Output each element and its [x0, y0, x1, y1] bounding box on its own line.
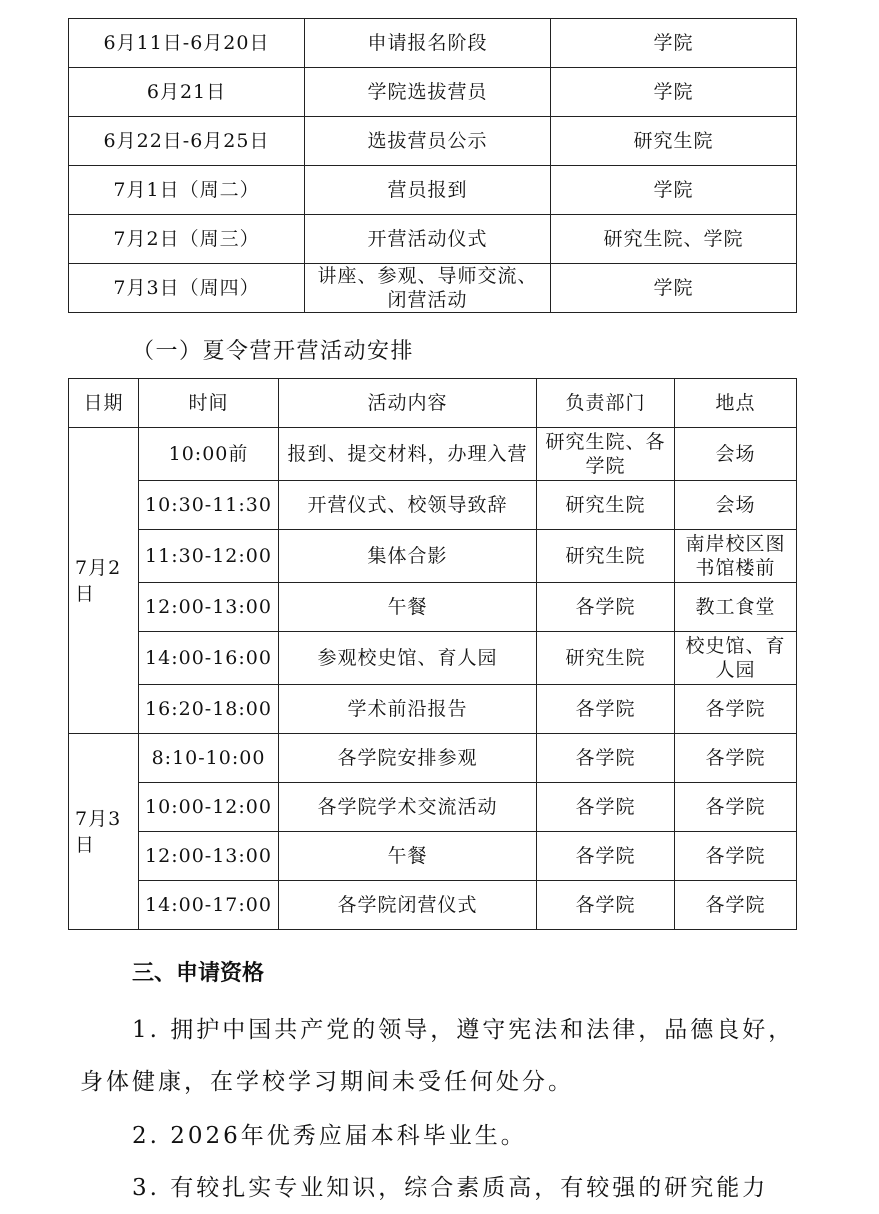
schedule-org: 研究生院、学院: [551, 215, 797, 264]
activity-place: 会场: [675, 428, 797, 481]
requirement-number: 3.: [132, 1175, 160, 1201]
activity-time: 10:00-12:00: [139, 783, 279, 832]
activity-place: 各学院: [675, 881, 797, 930]
schedule-table: [68, 18, 797, 313]
activity-dept: 各学院: [537, 881, 675, 930]
activity-time: 12:00-13:00: [139, 832, 279, 881]
activity-dept: 各学院: [537, 583, 675, 632]
activity-dept: 各学院: [537, 783, 675, 832]
activity-content: 各学院闭营仪式: [279, 881, 537, 930]
requirement-item-1: [132, 1011, 794, 1044]
table-row: [69, 530, 797, 583]
requirement-text: 2026年优秀应届本科毕业生。: [170, 1123, 527, 1149]
activity-content: 学术前沿报告: [279, 685, 537, 734]
schedule-org: 学院: [551, 166, 797, 215]
table-row: [69, 583, 797, 632]
activity-place: 各学院: [675, 783, 797, 832]
activity-content: 开营仪式、校领导致辞: [279, 481, 537, 530]
table-row: [69, 783, 797, 832]
activity-place: 教工食堂: [675, 583, 797, 632]
activity-time: 10:30-11:30: [139, 481, 279, 530]
activity-content: 报到、提交材料，办理入营: [279, 428, 537, 481]
column-header-time: 时间: [139, 379, 279, 428]
requirement-item-3: [132, 1169, 768, 1202]
activity-place: 各学院: [675, 685, 797, 734]
schedule-stage: 营员报到: [305, 166, 551, 215]
schedule-date: 7月1日（周二）: [69, 166, 305, 215]
schedule-stage: 申请报名阶段: [305, 19, 551, 68]
schedule-stage: 学院选拔营员: [305, 68, 551, 117]
activity-content: 午餐: [279, 583, 537, 632]
schedule-stage: 开营活动仪式: [305, 215, 551, 264]
column-header-date: 日期: [69, 379, 139, 428]
schedule-stage: 讲座、参观、导师交流、闭营活动: [305, 264, 551, 313]
activity-time: 14:00-17:00: [139, 881, 279, 930]
activity-place: 各学院: [675, 734, 797, 783]
section-title: （一）夏令营开营活动安排: [132, 339, 415, 364]
schedule-date: 6月22日-6月25日: [69, 117, 305, 166]
table-row: [69, 481, 797, 530]
column-header-content: 活动内容: [279, 379, 537, 428]
table-row: [69, 632, 797, 685]
activity-dept: 各学院: [537, 734, 675, 783]
activity-time: 11:30-12:00: [139, 530, 279, 583]
activity-dept: 研究生院: [537, 481, 675, 530]
activity-place: 南岸校区图书馆楼前: [675, 530, 797, 583]
activity-time: 10:00前: [139, 428, 279, 481]
activity-place: 各学院: [675, 832, 797, 881]
activity-content: 参观校史馆、育人园: [279, 632, 537, 685]
requirement-number: 2.: [132, 1123, 160, 1149]
requirement-item-2: [132, 1117, 527, 1150]
table-row: [69, 117, 797, 166]
requirements-heading: 三、申请资格: [132, 961, 265, 986]
schedule-date: 6月21日: [69, 68, 305, 117]
table-row: [69, 166, 797, 215]
table-row: [69, 832, 797, 881]
activity-time: 8:10-10:00: [139, 734, 279, 783]
day-date-cell: 7月3日: [69, 734, 139, 930]
day-date-cell: 7月2日: [69, 428, 139, 734]
activity-place: 会场: [675, 481, 797, 530]
activity-content: 各学院安排参观: [279, 734, 537, 783]
schedule-org: 学院: [551, 68, 797, 117]
activity-content: 各学院学术交流活动: [279, 783, 537, 832]
activity-time: 16:20-18:00: [139, 685, 279, 734]
table-header-row: [69, 379, 797, 428]
table-row: [69, 19, 797, 68]
schedule-org: 学院: [551, 264, 797, 313]
schedule-stage: 选拔营员公示: [305, 117, 551, 166]
table-row: [69, 881, 797, 930]
column-header-place: 地点: [675, 379, 797, 428]
activity-content: 午餐: [279, 832, 537, 881]
activity-time: 12:00-13:00: [139, 583, 279, 632]
activity-table: [68, 378, 797, 930]
requirement-text: 拥护中国共产党的领导，遵守宪法和法律，品德良好，: [170, 1017, 795, 1043]
requirement-text: 有较扎实专业知识，综合素质高，有较强的研究能力: [170, 1175, 769, 1201]
activity-time: 14:00-16:00: [139, 632, 279, 685]
table-row: [69, 685, 797, 734]
column-header-dept: 负责部门: [537, 379, 675, 428]
schedule-date: 6月11日-6月20日: [69, 19, 305, 68]
activity-dept: 研究生院、各学院: [537, 428, 675, 481]
activity-dept: 各学院: [537, 685, 675, 734]
table-row: [69, 734, 797, 783]
activity-dept: 各学院: [537, 832, 675, 881]
schedule-org: 学院: [551, 19, 797, 68]
requirement-item-1-continued: 身体健康，在学校学习期间未受任何处分。: [80, 1069, 574, 1095]
requirement-number: 1.: [132, 1017, 160, 1043]
table-row: [69, 215, 797, 264]
table-row: [69, 264, 797, 313]
activity-content: 集体合影: [279, 530, 537, 583]
table-row: [69, 68, 797, 117]
activity-dept: 研究生院: [537, 632, 675, 685]
schedule-org: 研究生院: [551, 117, 797, 166]
table-row: [69, 428, 797, 481]
activity-dept: 研究生院: [537, 530, 675, 583]
schedule-date: 7月2日（周三）: [69, 215, 305, 264]
schedule-date: 7月3日（周四）: [69, 264, 305, 313]
activity-place: 校史馆、育人园: [675, 632, 797, 685]
